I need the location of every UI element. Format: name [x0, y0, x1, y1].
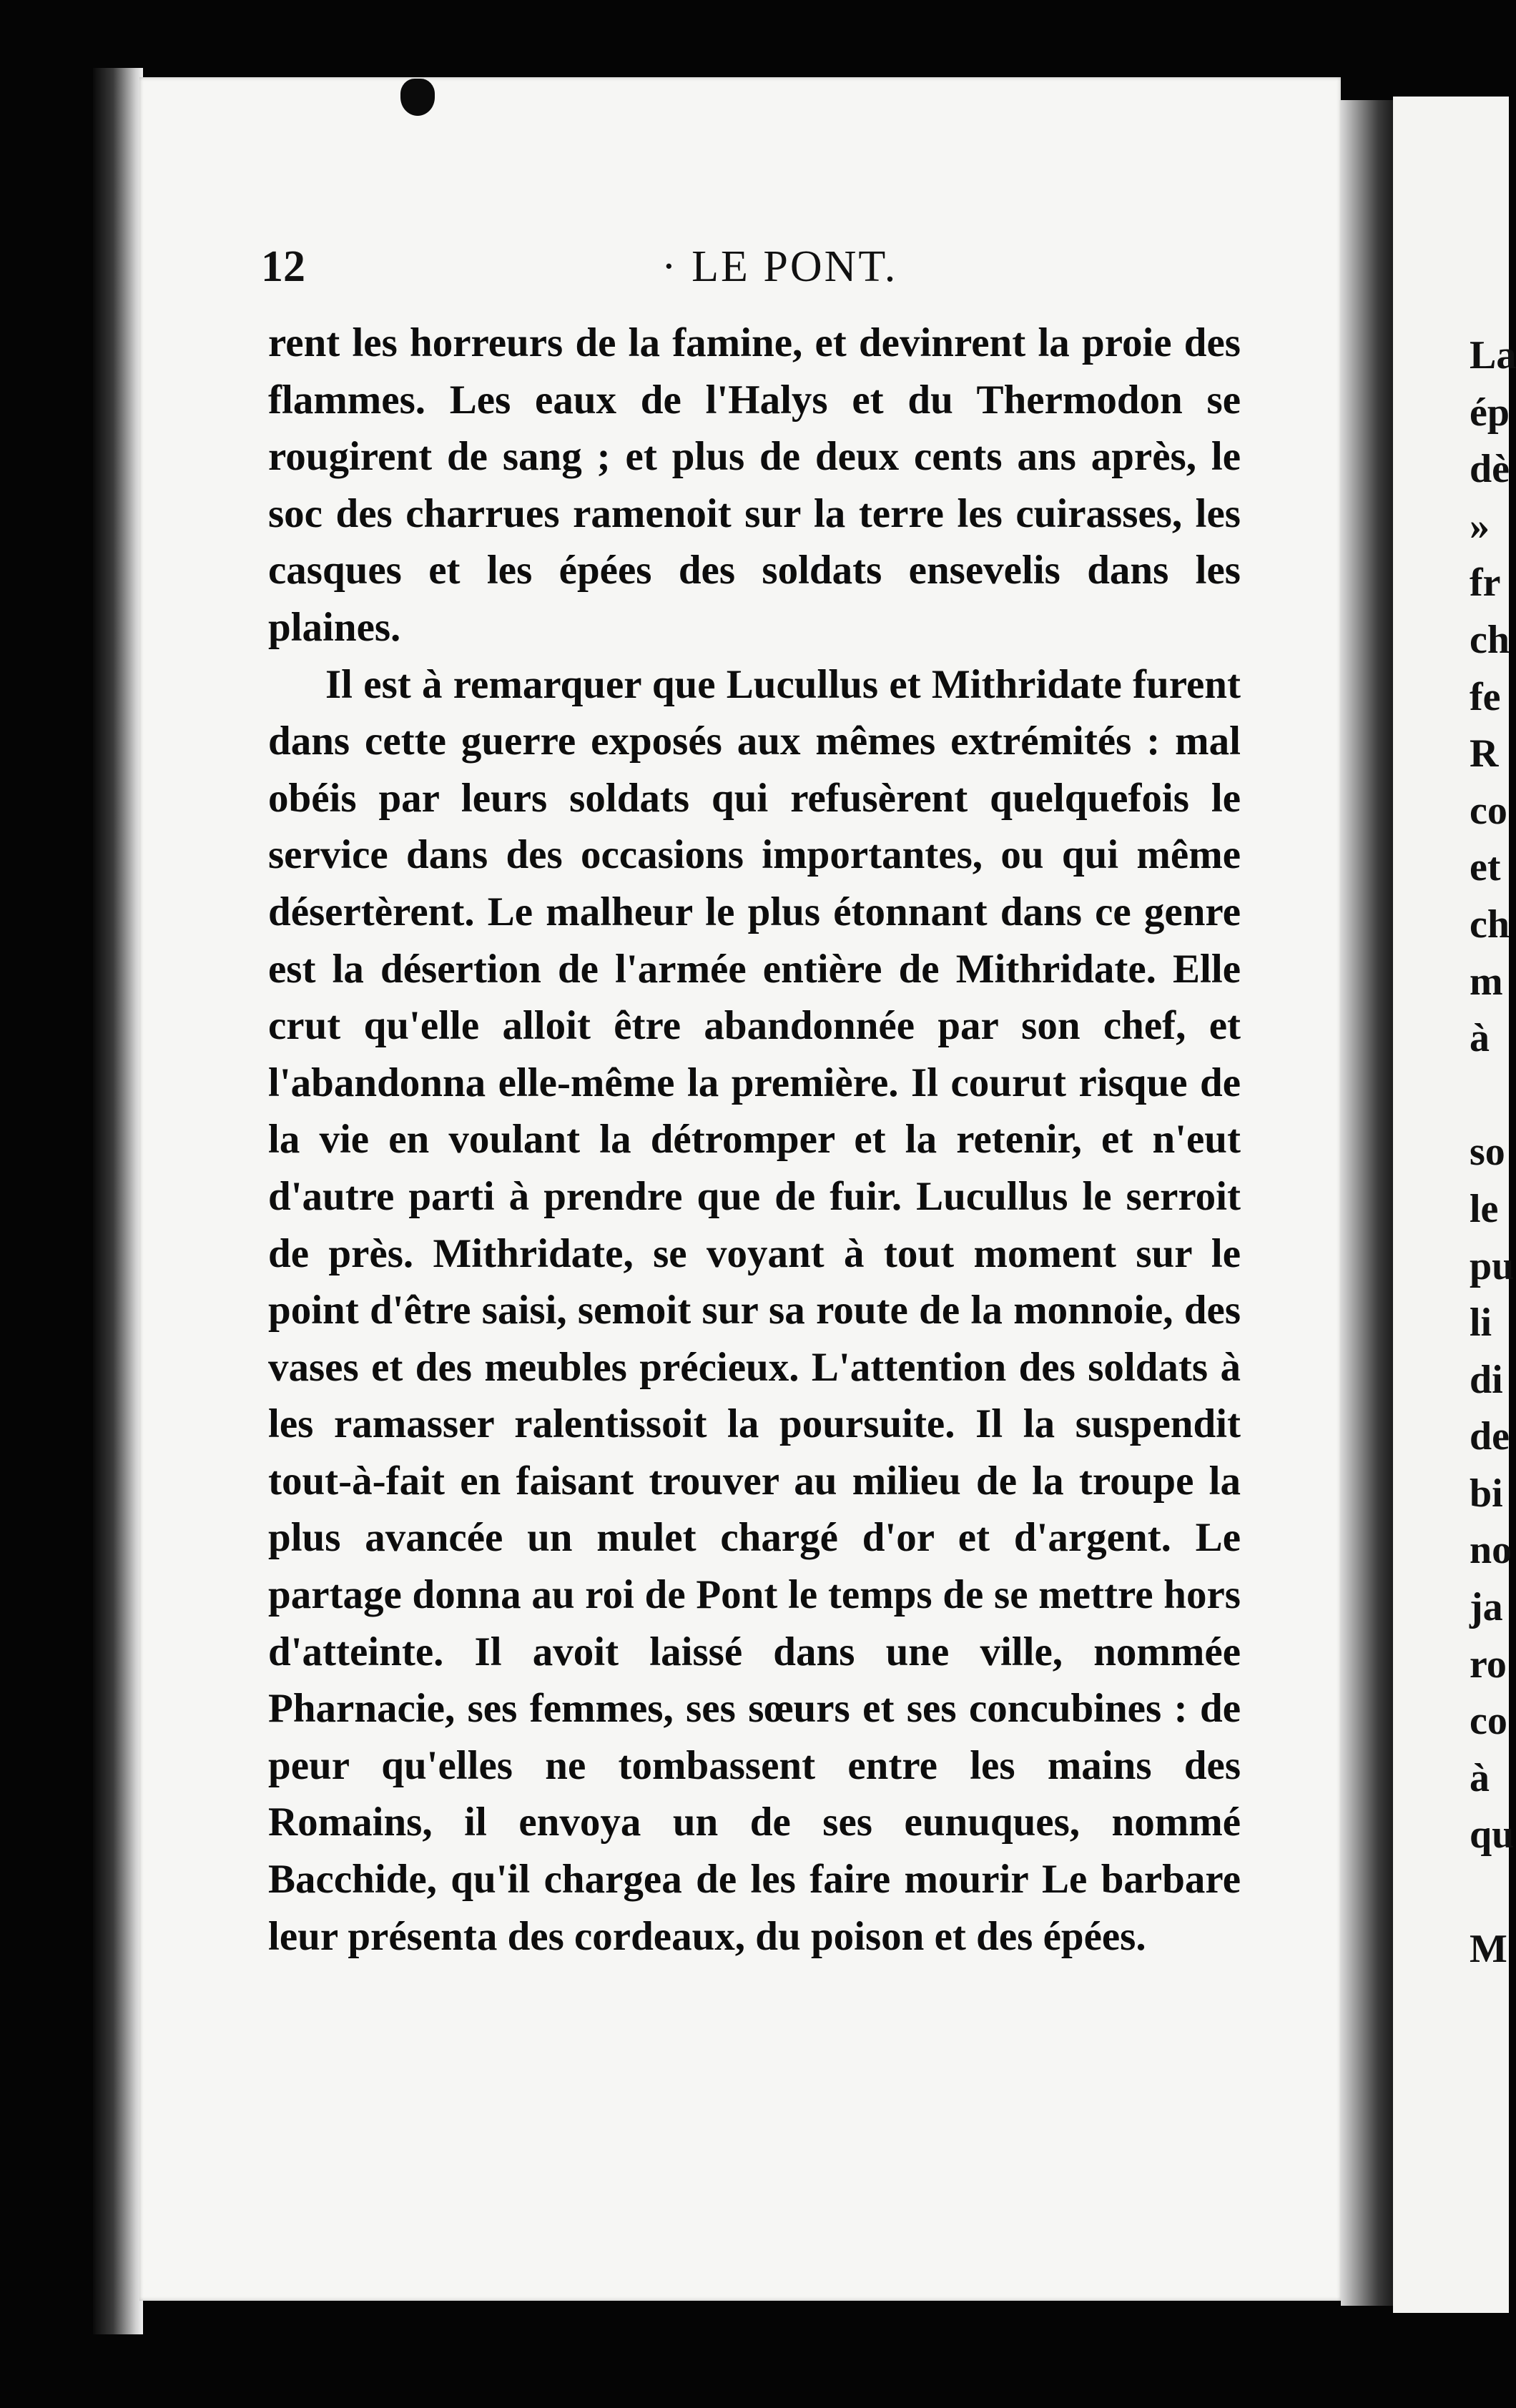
facing-page-fragment: La: [1470, 333, 1516, 378]
facing-page-fragment: et: [1470, 845, 1501, 890]
facing-page-fragment: li: [1470, 1301, 1492, 1346]
facing-page-fragment: qu: [1470, 1812, 1515, 1857]
facing-page-fragment: fe: [1470, 674, 1501, 719]
ink-blot-mark: [400, 79, 435, 116]
facing-page-fragment: di: [1470, 1357, 1503, 1402]
facing-page-fragment: [1470, 1864, 1509, 1921]
facing-page-fragment: pu: [1470, 1243, 1515, 1288]
facing-page-fragment: co: [1470, 1699, 1507, 1744]
facing-page-fragment: ch: [1470, 902, 1510, 947]
facing-page-fragment: ja: [1470, 1585, 1503, 1630]
body-text: [268, 315, 1241, 1965]
running-title: · LE PONT.: [661, 242, 898, 291]
facing-page-fragment: M: [1470, 1926, 1507, 1971]
facing-page-fragment: à: [1470, 1755, 1490, 1800]
facing-page-fragment: [1470, 1067, 1509, 1125]
facing-page-fragment: so: [1470, 1130, 1505, 1175]
facing-page-fragment: ro: [1470, 1642, 1507, 1687]
page-number: 12: [261, 242, 305, 291]
facing-page-fragment: dè: [1470, 447, 1510, 492]
paragraph-2: Il est à remarquer que Lucullus et Mithridate furent dans cette guerre exposés aux mêmes extrémités : mal obéis par leurs soldats qui refusèrent quelquefois le service dans des occasions importantes, ou qui même désertèrent. Le malheur le plus étonnant dans ce genre est la désertion de l'armée entière de Mithridate. Elle crut qu'elle alloit être abandonnée par son chef, et l'abandonna elle-même la première. Il courut risque de la vie en voulant la détromper et la retenir, et n'eut d'autre parti à prendre que de fuir. Lucullus le serroit de près. Mithridate, se voyant à tout moment sur le point d'être saisi, semoit sur sa route de la monnoie, des vases et des meubles précieux. L'attention des soldats à les ramasser ralentissoit la poursuite. Il la suspendit tout-à-fait en faisant trouver au milieu de la troupe la plus avancée un mulet chargé d'or et d'argent. Le partage donna au roi de Pont le temps de se mettre hors d'atteinte. Il avoit laissé dans une ville, nommée Pharnacie, ses femmes, ses sœurs et ses concubines : de peur qu'elles ne tombassent entre les mains des Romains, il envoya un de ses eunuques, nommé Bacchide, qu'il chargea de les faire mourir Le barbare leur présenta des cordeaux, du poison et des épées.: [268, 661, 1241, 1959]
book-gutter: [1341, 100, 1394, 2306]
facing-page-fragment: fr: [1470, 561, 1501, 606]
facing-page-fragment: »: [1470, 503, 1490, 548]
facing-page-fragment: le: [1470, 1186, 1499, 1231]
facing-page-fragment: no: [1470, 1528, 1512, 1573]
facing-page-fragment: de: [1470, 1414, 1510, 1459]
facing-page-fragment: à: [1470, 1016, 1490, 1061]
facing-page-fragment: R: [1470, 731, 1499, 776]
book-binding-left: [93, 68, 143, 2334]
facing-page-text-fragments: [1470, 327, 1516, 1978]
facing-page-fragment: co: [1470, 788, 1507, 833]
paragraph-1: rent les horreurs de la famine, et devinrent la proie des flammes. Les eaux de l'Halys et du Thermodon se rougirent de sang ; et plus de deux cents ans après, le soc des charrues ramenoit sur la terre les cuirasses, les casques et les épées des soldats ensevelis dans les plaines.: [268, 320, 1241, 650]
facing-page-fragment: ép: [1470, 390, 1510, 435]
running-head: [261, 242, 1248, 299]
facing-page-fragment: m: [1470, 959, 1503, 1004]
facing-page-fragment: ch: [1470, 617, 1510, 662]
facing-page-fragment: bi: [1470, 1471, 1503, 1516]
